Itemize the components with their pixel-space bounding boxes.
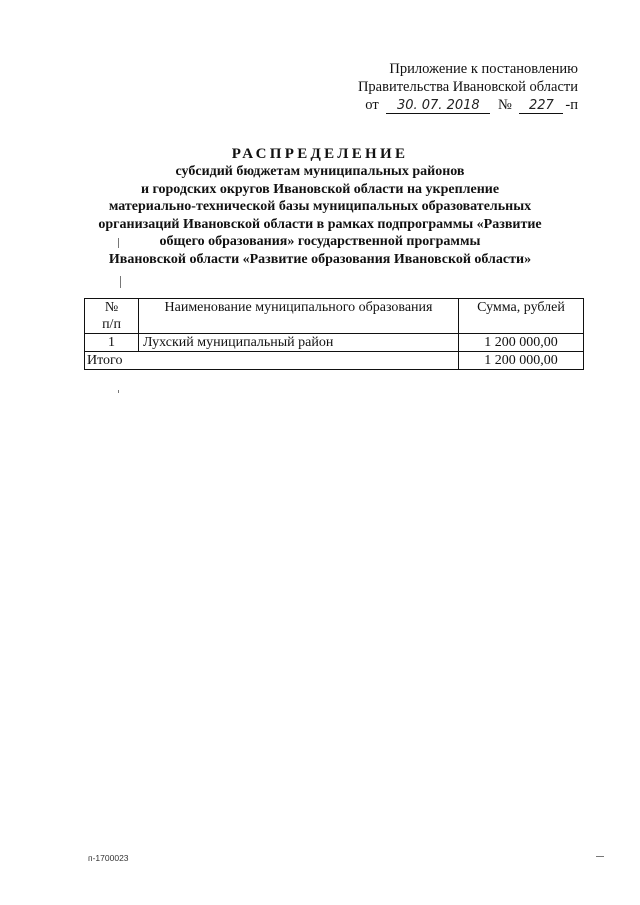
header-number-line-2: п/п: [102, 317, 121, 332]
row-number: 1: [85, 334, 139, 352]
table-row: [85, 334, 584, 352]
date-prefix: от: [365, 97, 379, 113]
header-cell-name: Наименование муниципального образования: [139, 299, 459, 334]
subsidy-table: [84, 298, 584, 370]
footer-code: п-1700023: [88, 853, 129, 863]
header-number-line-1: №: [104, 300, 119, 315]
header-line-1: Приложение к постановлению: [389, 61, 578, 77]
scan-speck: [120, 276, 121, 288]
row-name: Лухский муниципальный район: [139, 334, 459, 352]
header-cell-sum: Сумма, рублей: [459, 299, 584, 334]
subtitle-line: материально-технической базы муниципальных образовательных: [108, 199, 532, 214]
header-line-3: [358, 96, 578, 114]
subtitle-line: организаций Ивановской области в рамках подпрограммы «Развитие: [98, 216, 542, 232]
scan-speck: [118, 390, 119, 393]
total-label: Итого: [85, 352, 459, 370]
table-total-row: [85, 352, 584, 370]
subtitle-line: и городских округов Ивановской области на укрепление: [140, 181, 500, 197]
subtitle-line: Ивановской области «Развитие образования Ивановской области»: [108, 251, 532, 267]
document-subtitle: [60, 163, 580, 268]
header-cell-number: [85, 299, 139, 334]
header-line-2: Правительства Ивановской области: [357, 79, 578, 95]
row-sum: 1 200 000,00: [459, 334, 584, 352]
scan-speck: [118, 238, 119, 248]
subtitle-line: общего образования» государственной программы: [159, 234, 481, 249]
table-header-row: [85, 299, 584, 334]
appendix-header: [358, 60, 578, 114]
scan-speck: [596, 856, 604, 857]
handwritten-number: 227: [519, 98, 563, 114]
number-prefix: №: [497, 97, 512, 113]
total-sum: 1 200 000,00: [459, 352, 584, 370]
document-title: РАСПРЕДЕЛЕНИЕ: [231, 146, 409, 162]
number-suffix: -п: [565, 97, 578, 113]
subtitle-line: субсидий бюджетам муниципальных районов: [175, 164, 465, 179]
handwritten-date: 30. 07. 2018: [386, 98, 490, 114]
